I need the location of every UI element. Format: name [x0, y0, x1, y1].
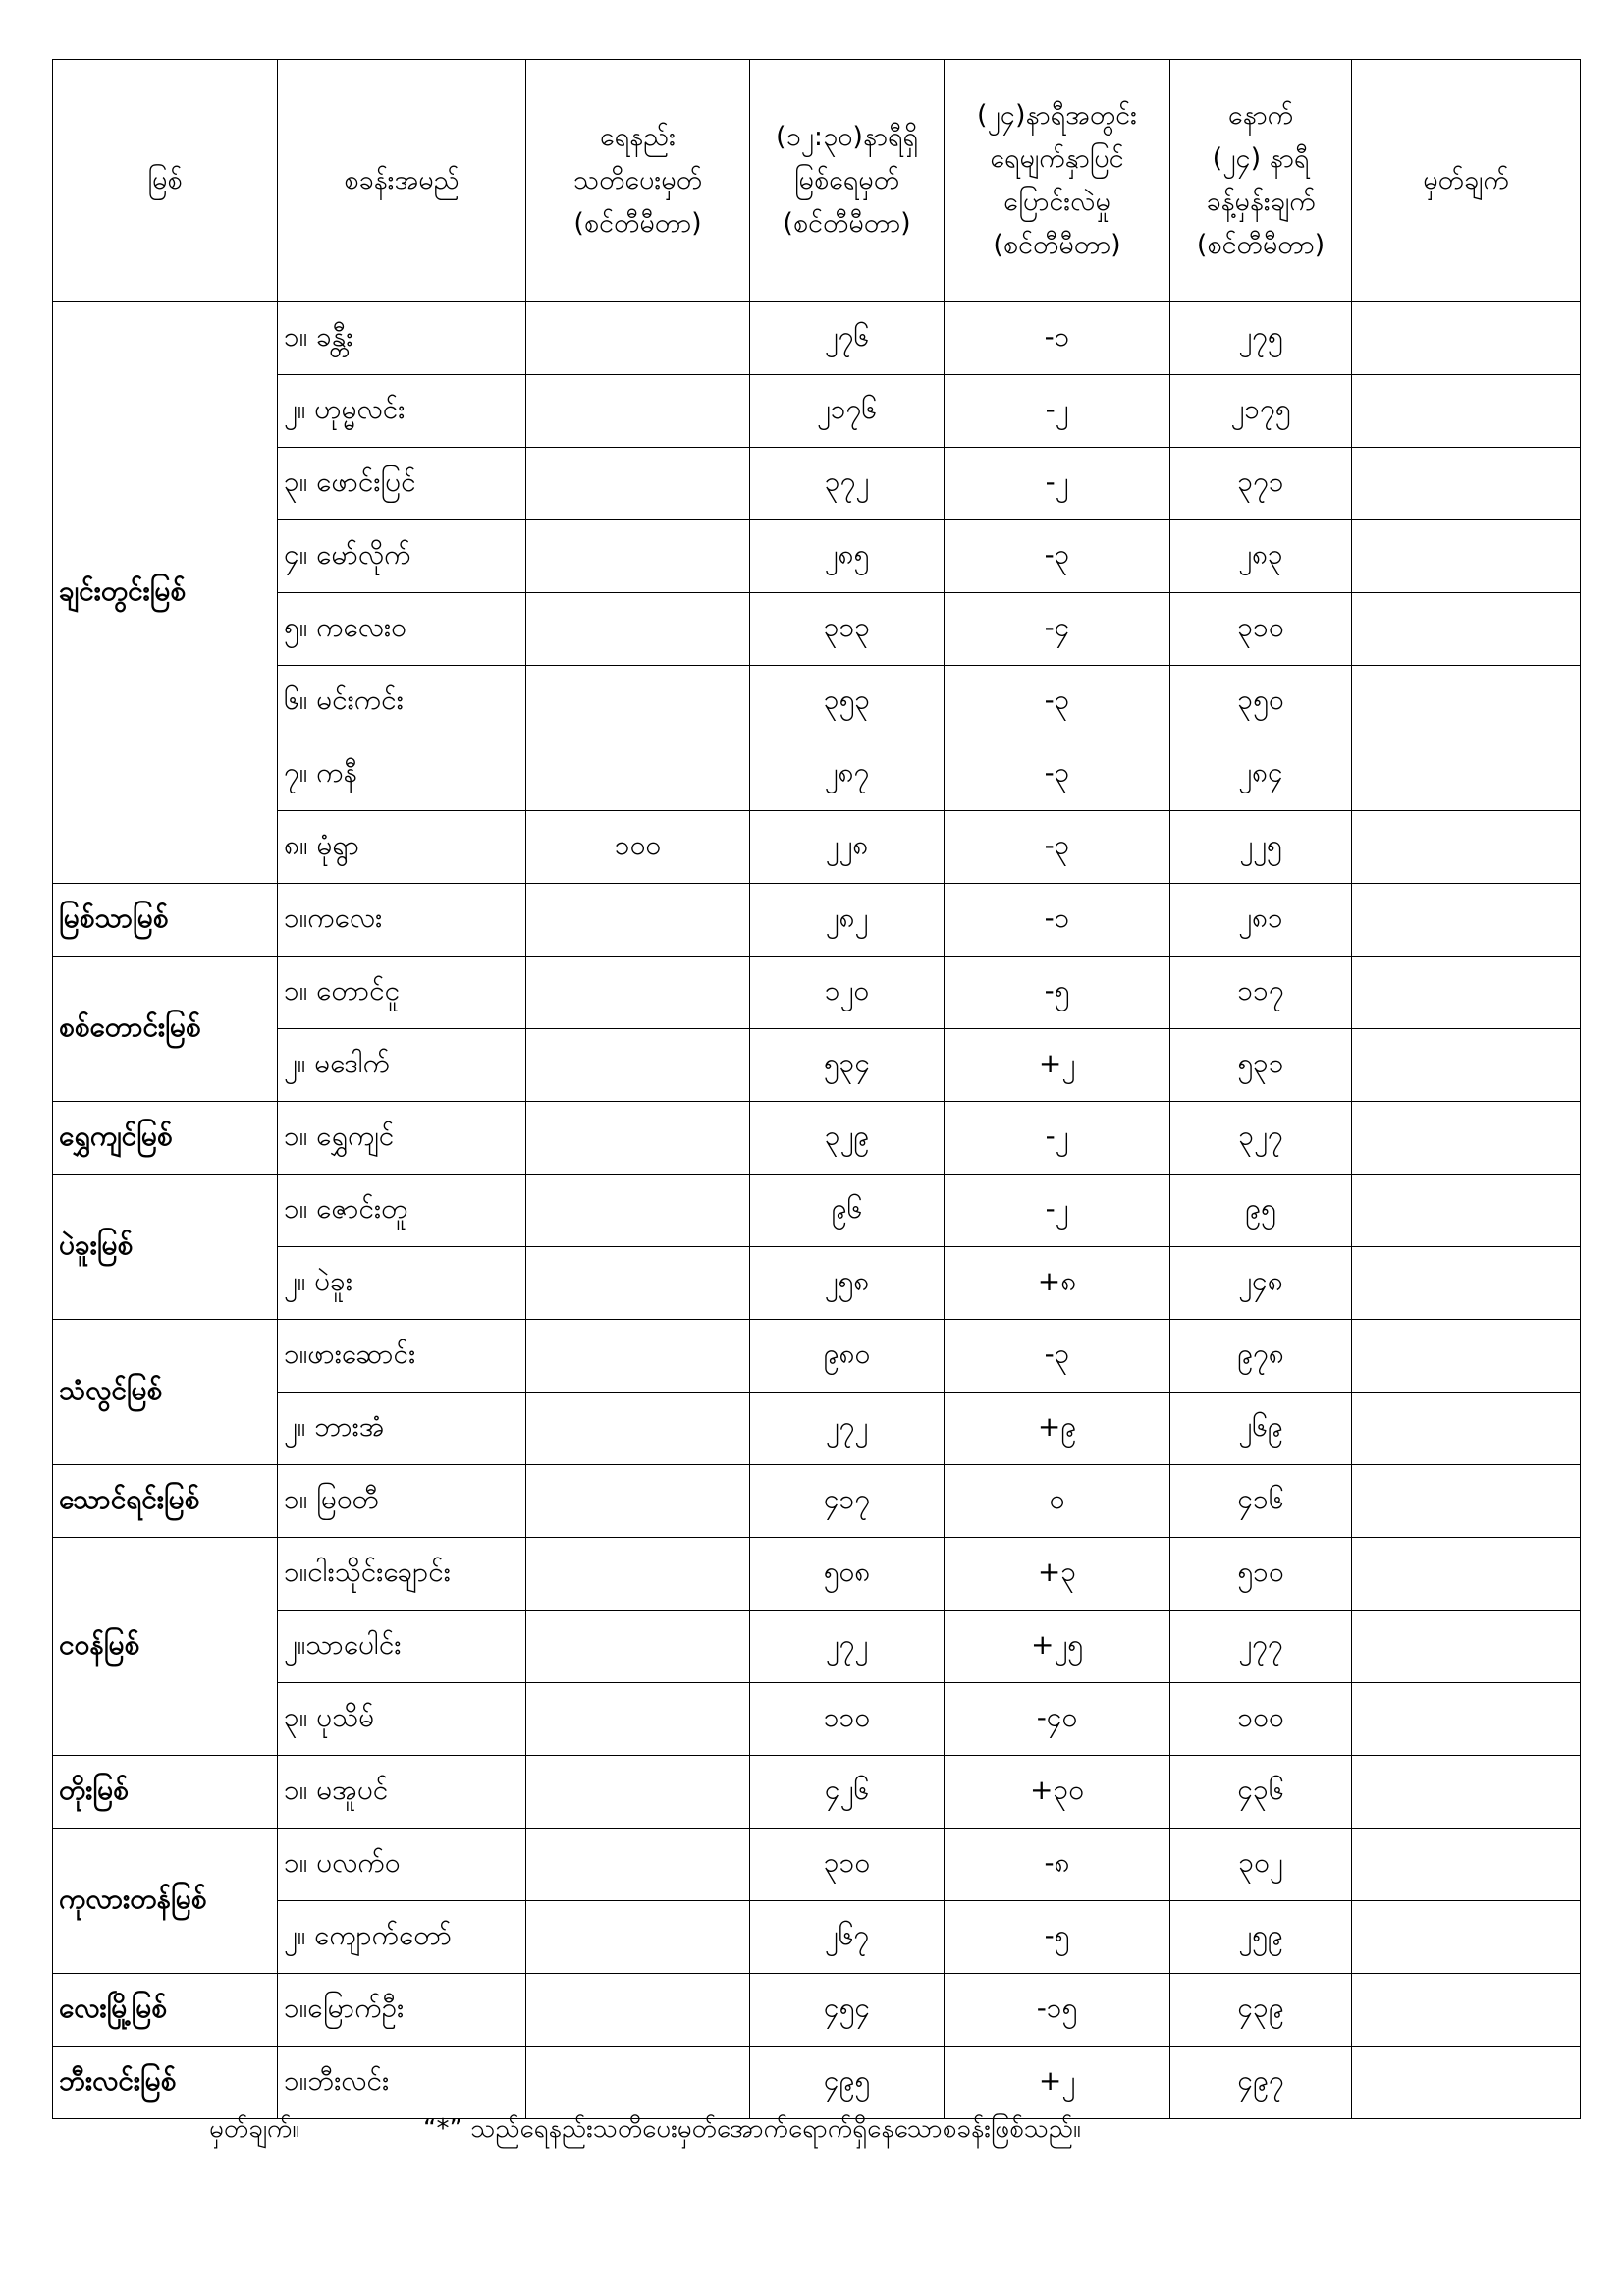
- forecast-level: ၂၁၇၅: [1170, 375, 1352, 448]
- station-name: ၃။ ဖောင်းပြင်: [278, 448, 526, 520]
- station-name: ၁။ ခန္တီး: [278, 302, 526, 375]
- table-row: [53, 884, 1581, 957]
- level-change: -၈: [945, 1829, 1170, 1901]
- low-warning-level: [526, 1175, 750, 1247]
- header-line: (၂၄)နာရီအတွင်း: [976, 100, 1137, 131]
- table-row: [53, 520, 1581, 593]
- water-level: ၄၉၅: [750, 2047, 945, 2119]
- low-warning-level: [526, 1901, 750, 1974]
- station-name: ၁။မြောက်ဦး: [278, 1974, 526, 2047]
- table-row: [53, 1901, 1581, 1974]
- water-level: ၂၈၅: [750, 520, 945, 593]
- forecast-level: ၄၃၉: [1170, 1974, 1352, 2047]
- remark-cell: [1352, 2047, 1581, 2119]
- table-row: [53, 1538, 1581, 1611]
- remark-cell: [1352, 1901, 1581, 1974]
- forecast-level: ၂၄၈: [1170, 1247, 1352, 1320]
- level-change: +၉: [945, 1393, 1170, 1465]
- low-warning-level: ၁၀၀: [526, 811, 750, 884]
- level-change: -၁: [945, 884, 1170, 957]
- station-name: ၁။ကလေး: [278, 884, 526, 957]
- header-line: ရေမျက်နှာပြင်: [990, 143, 1124, 174]
- water-level: ၄၂၆: [750, 1756, 945, 1829]
- header-water-level: [750, 60, 945, 302]
- water-level: ၄၅၄: [750, 1974, 945, 2047]
- low-warning-level: [526, 1465, 750, 1538]
- table-row: [53, 1320, 1581, 1393]
- table-row: [53, 1974, 1581, 2047]
- remark-cell: [1352, 957, 1581, 1029]
- remark-cell: [1352, 448, 1581, 520]
- remark-cell: [1352, 1756, 1581, 1829]
- header-line: (စင်တီမီတာ): [1196, 230, 1326, 260]
- forecast-level: ၅၃၁: [1170, 1029, 1352, 1102]
- level-change: -၃: [945, 811, 1170, 884]
- level-change: +၃: [945, 1538, 1170, 1611]
- remark-cell: [1352, 1683, 1581, 1756]
- station-name: ၈။ မုံရွာ: [278, 811, 526, 884]
- forecast-level: ၂၅၉: [1170, 1901, 1352, 1974]
- header-line: (စင်တီမီတာ): [993, 230, 1121, 260]
- table-row: [53, 811, 1581, 884]
- low-warning-level: [526, 1756, 750, 1829]
- level-change: +၈: [945, 1247, 1170, 1320]
- water-level: ၂၅၈: [750, 1247, 945, 1320]
- forecast-level: ၉၇၈: [1170, 1320, 1352, 1393]
- low-warning-level: [526, 1393, 750, 1465]
- table-row: [53, 375, 1581, 448]
- water-level: ၂၇၂: [750, 1611, 945, 1683]
- level-change: -၂: [945, 375, 1170, 448]
- footnote-text: “*” သည်ရေနည်းသတိပေးမှတ်အောက်ရောက်ရှိနေသောစခန်းဖြစ်သည်။: [423, 2114, 1081, 2144]
- level-change: -၂: [945, 1102, 1170, 1175]
- header-line: (၂၄) နာရီ: [1212, 143, 1310, 174]
- water-level: ၂၇၆: [750, 302, 945, 375]
- low-warning-level: [526, 884, 750, 957]
- header-24h-change: [945, 60, 1170, 302]
- station-name: ၁။ မြဝတီ: [278, 1465, 526, 1538]
- water-level: ၁၂၀: [750, 957, 945, 1029]
- forecast-level: ၃၅၀: [1170, 666, 1352, 738]
- water-level: ၃၁၀: [750, 1829, 945, 1901]
- river-name: လေးမြို့မြစ်: [53, 1974, 278, 2047]
- water-level: ၉၈၀: [750, 1320, 945, 1393]
- table-row: [53, 1029, 1581, 1102]
- forecast-level: ၂၈၄: [1170, 738, 1352, 811]
- header-line: မြစ်ရေမှတ်: [793, 165, 900, 195]
- forecast-level: ၄၁၆: [1170, 1465, 1352, 1538]
- river-name: ကုလားတန်မြစ်: [53, 1829, 278, 1974]
- level-change: -၅: [945, 957, 1170, 1029]
- remark-cell: [1352, 593, 1581, 666]
- table-row: [53, 1829, 1581, 1901]
- river-name: စစ်တောင်းမြစ်: [53, 957, 278, 1102]
- table-row: [53, 302, 1581, 375]
- river-name: ငဝန်မြစ်: [53, 1538, 278, 1756]
- forecast-level: ၁၀၀: [1170, 1683, 1352, 1756]
- forecast-level: ၅၁၀: [1170, 1538, 1352, 1611]
- remark-cell: [1352, 302, 1581, 375]
- station-name: ၁။ငါးသိုင်းချောင်း: [278, 1538, 526, 1611]
- low-warning-level: [526, 1974, 750, 2047]
- low-warning-level: [526, 302, 750, 375]
- level-change: -၄၀: [945, 1683, 1170, 1756]
- level-change: -၃: [945, 738, 1170, 811]
- table-row: [53, 1247, 1581, 1320]
- river-name: သောင်ရင်းမြစ်: [53, 1465, 278, 1538]
- station-name: ၅။ ကလေးဝ: [278, 593, 526, 666]
- water-level: ၂၇၂: [750, 1393, 945, 1465]
- header-line: မှတ်ချက်: [1423, 165, 1509, 195]
- level-change: -၃: [945, 666, 1170, 738]
- remark-cell: [1352, 1829, 1581, 1901]
- table-row: [53, 738, 1581, 811]
- table-row: [53, 593, 1581, 666]
- forecast-level: ၂၇၇: [1170, 1611, 1352, 1683]
- station-name: ၆။ မင်းကင်း: [278, 666, 526, 738]
- water-level: ၂၆၇: [750, 1901, 945, 1974]
- header-line: မြစ်: [147, 165, 183, 195]
- remark-cell: [1352, 1538, 1581, 1611]
- water-level: ၃၂၉: [750, 1102, 945, 1175]
- remark-cell: [1352, 1974, 1581, 2047]
- station-name: ၁။ဖားဆောင်း: [278, 1320, 526, 1393]
- water-level: ၅၃၄: [750, 1029, 945, 1102]
- low-warning-level: [526, 2047, 750, 2119]
- low-warning-level: [526, 1102, 750, 1175]
- low-warning-level: [526, 1611, 750, 1683]
- water-level: ၃၁၃: [750, 593, 945, 666]
- remark-cell: [1352, 1175, 1581, 1247]
- level-change: +၃၀: [945, 1756, 1170, 1829]
- water-level: ၄၁၇: [750, 1465, 945, 1538]
- level-change: -၃: [945, 1320, 1170, 1393]
- level-change: -၂: [945, 448, 1170, 520]
- low-warning-level: [526, 375, 750, 448]
- water-level: ၂၈၂: [750, 884, 945, 957]
- level-change: -၁: [945, 302, 1170, 375]
- remark-cell: [1352, 666, 1581, 738]
- remark-cell: [1352, 375, 1581, 448]
- table-row: [53, 1683, 1581, 1756]
- water-level: ၃၇၂: [750, 448, 945, 520]
- water-level: ၉၆: [750, 1175, 945, 1247]
- forecast-level: ၄၃၆: [1170, 1756, 1352, 1829]
- forecast-level: ၂၈၃: [1170, 520, 1352, 593]
- forecast-level: ၂၆၉: [1170, 1393, 1352, 1465]
- low-warning-level: [526, 1247, 750, 1320]
- river-name: တိုးမြစ်: [53, 1756, 278, 1829]
- station-name: ၂။ ကျောက်တော်: [278, 1901, 526, 1974]
- level-change: -၁၅: [945, 1974, 1170, 2047]
- low-warning-level: [526, 593, 750, 666]
- station-name: ၁။ မအူပင်: [278, 1756, 526, 1829]
- remark-cell: [1352, 811, 1581, 884]
- station-name: ၂။ ဘားအံ: [278, 1393, 526, 1465]
- station-name: ၁။ ရွှေကျင်: [278, 1102, 526, 1175]
- low-warning-level: [526, 448, 750, 520]
- table-row: [53, 448, 1581, 520]
- table-row: [53, 1102, 1581, 1175]
- water-level: ၂၁၇၆: [750, 375, 945, 448]
- water-level: ၅၀၈: [750, 1538, 945, 1611]
- forecast-level: ၂၈၁: [1170, 884, 1352, 957]
- table-row: [53, 1393, 1581, 1465]
- low-warning-level: [526, 1029, 750, 1102]
- river-name: ပဲခူးမြစ်: [53, 1175, 278, 1320]
- header-line: (စင်တီမီတာ): [783, 208, 911, 239]
- low-warning-level: [526, 1538, 750, 1611]
- low-warning-level: [526, 1320, 750, 1393]
- forecast-level: ၁၁၇: [1170, 957, 1352, 1029]
- remark-cell: [1352, 1102, 1581, 1175]
- remark-cell: [1352, 1029, 1581, 1102]
- header-river: [53, 60, 278, 302]
- station-name: ၄။ မော်လိုက်: [278, 520, 526, 593]
- level-change: +၂: [945, 2047, 1170, 2119]
- header-remark: [1352, 60, 1581, 302]
- header-line: (စင်တီမီတာ): [573, 208, 702, 239]
- level-change: ၀: [945, 1465, 1170, 1538]
- low-warning-level: [526, 666, 750, 738]
- level-change: -၃: [945, 520, 1170, 593]
- level-change: -၂: [945, 1175, 1170, 1247]
- remark-cell: [1352, 520, 1581, 593]
- level-change: -၅: [945, 1901, 1170, 1974]
- level-change: +၂၅: [945, 1611, 1170, 1683]
- header-line: (၁၂:၃၀)နာရီရှိ: [775, 122, 919, 152]
- river-name: ချင်းတွင်းမြစ်: [53, 302, 278, 884]
- station-name: ၁။ ပလက်ဝ: [278, 1829, 526, 1901]
- low-warning-level: [526, 738, 750, 811]
- header-line: ပြောင်းလဲမှု: [1003, 187, 1110, 217]
- table-header-row: [53, 60, 1581, 302]
- water-level: ၁၁၀: [750, 1683, 945, 1756]
- forecast-level: ၂၇၅: [1170, 302, 1352, 375]
- low-warning-level: [526, 1683, 750, 1756]
- station-name: ၂။ ပဲခူး: [278, 1247, 526, 1320]
- water-level: ၂၈၇: [750, 738, 945, 811]
- table-row: [53, 1175, 1581, 1247]
- river-name: ရွှေကျင်မြစ်: [53, 1102, 278, 1175]
- header-line: သတိပေးမှတ်: [572, 165, 703, 195]
- remark-cell: [1352, 1611, 1581, 1683]
- remark-cell: [1352, 1247, 1581, 1320]
- water-level: ၃၅၃: [750, 666, 945, 738]
- station-name: ၂။သာပေါင်း: [278, 1611, 526, 1683]
- table-row: [53, 1465, 1581, 1538]
- forecast-level: ၂၂၅: [1170, 811, 1352, 884]
- river-name: မြစ်သာမြစ်: [53, 884, 278, 957]
- station-name: ၁။ဘီးလင်း: [278, 2047, 526, 2119]
- station-name: ၇။ ကနီ: [278, 738, 526, 811]
- level-change: -၄: [945, 593, 1170, 666]
- river-level-table: [52, 59, 1581, 2119]
- table-row: [53, 1611, 1581, 1683]
- water-level: ၂၂၈: [750, 811, 945, 884]
- table-row: [53, 1756, 1581, 1829]
- footnote-label: မှတ်ချက်။: [209, 2114, 300, 2144]
- station-name: ၂။ ဟုမ္မလင်း: [278, 375, 526, 448]
- header-line: စခန်းအမည်: [344, 165, 460, 195]
- level-change: +၂: [945, 1029, 1170, 1102]
- table-row: [53, 2047, 1581, 2119]
- low-warning-level: [526, 520, 750, 593]
- river-name: ဘီးလင်းမြစ်: [53, 2047, 278, 2119]
- river-name: သံလွင်မြစ်: [53, 1320, 278, 1465]
- header-forecast: [1170, 60, 1352, 302]
- forecast-level: ၄၉၇: [1170, 2047, 1352, 2119]
- forecast-level: ၃၂၇: [1170, 1102, 1352, 1175]
- remark-cell: [1352, 1465, 1581, 1538]
- remark-cell: [1352, 1393, 1581, 1465]
- forecast-level: ၃၁၀: [1170, 593, 1352, 666]
- forecast-level: ၉၅: [1170, 1175, 1352, 1247]
- header-station: [278, 60, 526, 302]
- low-warning-level: [526, 957, 750, 1029]
- table-row: [53, 666, 1581, 738]
- station-name: ၁။ တောင်ငူ: [278, 957, 526, 1029]
- station-name: ၂။ မဒေါက်: [278, 1029, 526, 1102]
- header-low-warning: [526, 60, 750, 302]
- station-name: ၁။ ဇောင်းတူ: [278, 1175, 526, 1247]
- header-line: နောက်: [1227, 100, 1294, 131]
- remark-cell: [1352, 884, 1581, 957]
- header-line: ရေနည်း: [599, 122, 677, 152]
- remark-cell: [1352, 738, 1581, 811]
- remark-cell: [1352, 1320, 1581, 1393]
- header-line: ခန့်မှန်းချက်: [1206, 187, 1316, 217]
- station-name: ၃။ ပုသိမ်: [278, 1683, 526, 1756]
- forecast-level: ၃၇၁: [1170, 448, 1352, 520]
- forecast-level: ၃၀၂: [1170, 1829, 1352, 1901]
- low-warning-level: [526, 1829, 750, 1901]
- table-row: [53, 957, 1581, 1029]
